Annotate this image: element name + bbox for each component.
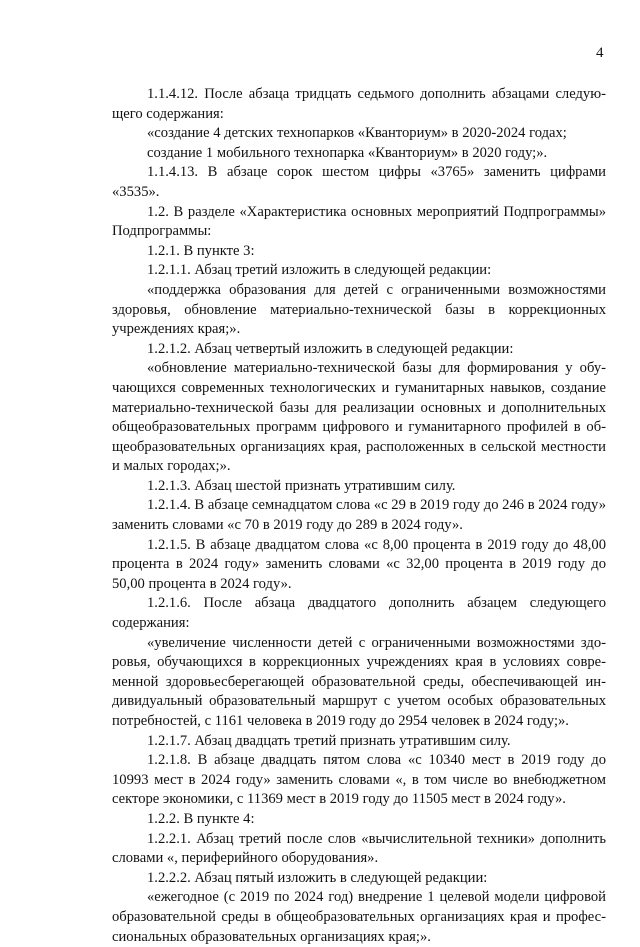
paragraph: 1.2.1. В пункте 3: <box>147 242 255 259</box>
paragraph: 1.2.1.2. Абзац четвертый изложить в следующей редакции: <box>147 340 514 357</box>
paragraph: 1.1.4.13. В абзаце сорок шестом цифры «3765» заменить цифрами «3535». <box>112 164 606 200</box>
paragraph: 1.2.1.8. В абзаце двадцать пятом слова «с 10340 мест в 2019 году до 10993 мест в 2024 году» заменить словами «, в том числе во внебюджетном секторе экономики, с 11369 мест в 2019 году до 11505 мест в 2024 году». <box>112 752 606 808</box>
paragraph: 1.2.1.6. После абзаца двадцатого дополнить абзацем следующего содержания: <box>112 595 606 632</box>
paragraph: «создание 4 детских технопарков «Кванториум» в 2020-2024 годах; <box>147 125 567 142</box>
paragraph: «обновление материально-технической базы для формирования у обучающихся современных технологических и гуманитарных навыков, создание материально-технической базы для реализации основных и дополнительных общеобразовательных программ цифрового и гуманитарного профилей в общеобразовательных организациях края, расположенных в сельской местности и малых городах;». <box>112 360 606 475</box>
paragraph: 1.2.1.1. Абзац третий изложить в следующей редакции: <box>147 262 492 279</box>
paragraph: «увеличение численности детей с ограниченными возможностями здоровья, обучающихся в коррекционных учреждениях края в условиях современной здоровьесберегающей образовательной среды, обеспечивающей индивидуальный образовательный маршрут с учетом особых образовательных потребностей, с 1161 человека в 2019 году до 2954 человек в 2024 году;». <box>112 634 606 729</box>
paragraph: 1.2. В разделе «Характеристика основных мероприятий Подпрограммы» Подпрограммы: <box>112 203 606 240</box>
paragraph: 1.2.2. В пункте 4: <box>147 810 255 827</box>
paragraph: 1.1.4.12. После абзаца тридцать седьмого дополнить абзацами следующего содержания: <box>112 86 606 122</box>
paragraph: 1.2.1.4. В абзаце семнадцатом слова «с 29 в 2019 году до 246 в 2024 году» заменить словами «с 70 в 2019 году до 289 в 2024 году». <box>112 497 606 534</box>
page-number: 4 <box>596 45 604 61</box>
paragraph: «поддержка образования для детей с ограниченными возможностями здоровья, обновление материально-технической базы в коррекционных учреждениях края;». <box>112 281 606 338</box>
paragraph: 1.2.1.3. Абзац шестой признать утратившим силу. <box>147 477 456 494</box>
paragraph: 1.2.2.2. Абзац пятый изложить в следующей редакции: <box>147 869 488 886</box>
paragraph: «ежегодное (с 2019 по 2024 год) внедрение 1 целевой модели цифровой образовательной среды в общеобразовательных организациях края и профессиональных образовательных организациях края;». <box>112 889 606 945</box>
paragraph: 1.2.2.1. Абзац третий после слов «вычислительной техники» дополнить словами «, периферийного оборудования». <box>112 830 606 867</box>
paragraph: 1.2.1.5. В абзаце двадцатом слова «с 8,00 процента в 2019 году до 48,00 процента в 2024 году» заменить словами «с 32,00 процента в 2019 году до 50,00 процента в 2024 году». <box>112 536 606 592</box>
paragraph: 1.2.1.7. Абзац двадцать третий признать утратившим силу. <box>147 732 511 749</box>
document-body <box>112 85 606 947</box>
paragraph: создание 1 мобильного технопарка «Кванториум» в 2020 году;». <box>147 144 548 161</box>
